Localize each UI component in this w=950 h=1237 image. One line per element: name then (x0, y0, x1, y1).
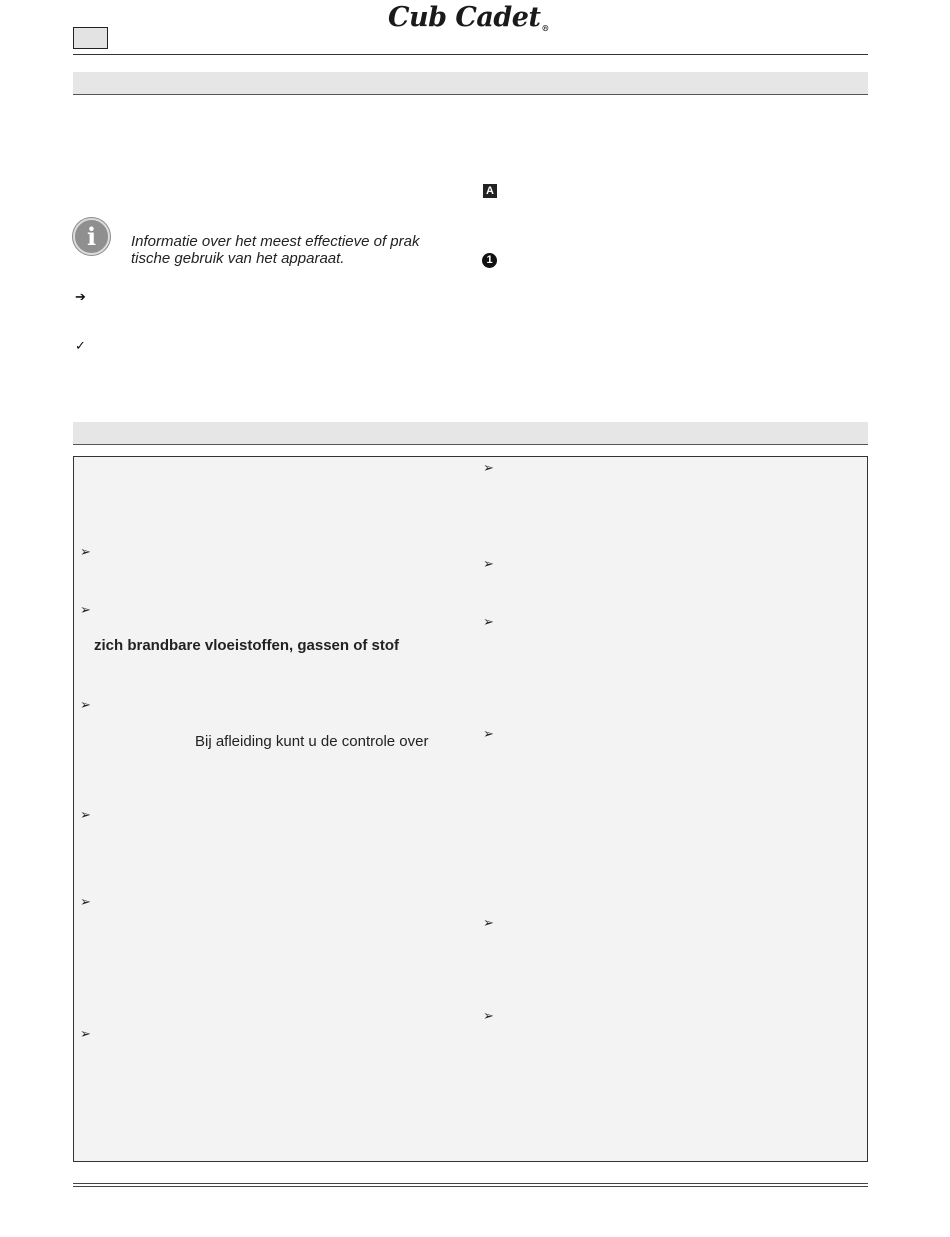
info-note-text (131, 233, 461, 267)
info-icon: i (73, 218, 110, 255)
safety-warning-box (73, 456, 868, 1162)
warning-text: Bij afleiding kunt u de controle over (195, 733, 429, 750)
bold-warning-text: zich brandbare vloeistoffen, gassen of stof (94, 637, 400, 654)
section-header-band-1 (73, 72, 868, 95)
bullet-icon: ➢ (80, 544, 91, 559)
bullet-icon: ➢ (483, 556, 494, 571)
bullet-icon: ➢ (80, 894, 91, 909)
bullet-icon: ➢ (80, 1026, 91, 1041)
figure-number-badge: 1 (482, 253, 497, 268)
bullet-icon: ➢ (80, 602, 91, 617)
info-note-line-1: Informatie over het meest effectieve of prak (131, 233, 420, 250)
check-icon: ✓ (75, 338, 86, 353)
cub-cadet-logo: Cub Cadet® (388, 2, 549, 33)
bullet-icon: ➢ (80, 807, 91, 822)
arrow-icon: ➔ (75, 289, 86, 304)
figure-letter-badge: A (483, 184, 497, 198)
footer-rule (73, 1183, 868, 1184)
bullet-icon: ➢ (483, 1008, 494, 1023)
bullet-icon: ➢ (483, 460, 494, 475)
section-header-band-2 (73, 422, 868, 445)
bullet-icon: ➢ (483, 726, 494, 741)
bullet-icon: ➢ (483, 915, 494, 930)
bullet-icon: ➢ (483, 614, 494, 629)
footer-rule (73, 1186, 868, 1187)
header-rule (73, 54, 868, 55)
info-note-line-2: tische gebruik van het apparaat. (131, 250, 345, 267)
page-number-tab (73, 27, 108, 49)
bullet-icon: ➢ (80, 697, 91, 712)
